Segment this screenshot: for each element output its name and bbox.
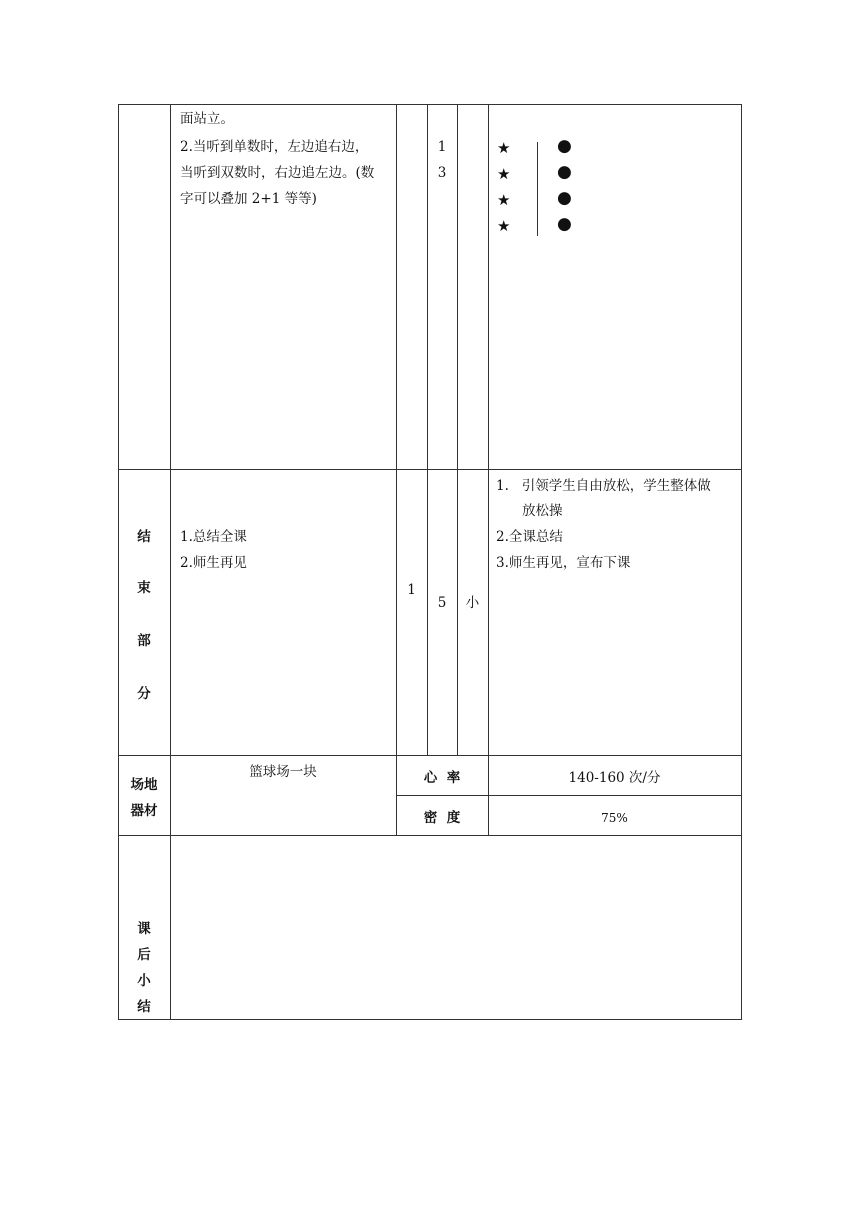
row-divider-summary [118, 835, 742, 836]
end-count: 1 [407, 582, 416, 598]
col-divider-1 [170, 104, 171, 1020]
end-title-char-3: 部 [137, 633, 151, 649]
summary-label-char-2: 后 [137, 947, 151, 963]
venue-label-line-2: 器材 [130, 803, 158, 819]
row-divider-density [396, 795, 742, 796]
top-times-line-2: 3 [437, 165, 447, 181]
col-divider-3 [427, 104, 428, 755]
table-border-bottom [118, 1019, 742, 1020]
end-time: 5 [437, 595, 447, 611]
end-title-char-4: 分 [137, 686, 151, 702]
table-border-right [741, 104, 742, 1020]
dot-icon: ● [557, 136, 572, 156]
summary-label-char-3: 小 [137, 973, 151, 989]
end-intensity: 小 [465, 595, 480, 611]
top-content-line-1: 面站立。 [180, 111, 234, 127]
center-line [537, 142, 538, 236]
table-border-top [118, 104, 742, 105]
end-org-line-3: 2.全课总结 [496, 529, 563, 545]
end-title-char-2: 束 [137, 580, 151, 596]
end-org-line-2: 放松操 [522, 503, 563, 519]
end-title-char-1: 结 [137, 529, 151, 545]
row-divider-venue [118, 755, 742, 756]
col-divider-4 [457, 104, 458, 755]
summary-label-char-1: 课 [137, 921, 151, 937]
top-content-line-2: 2.当听到单数时，左边追右边， [180, 139, 369, 155]
table-border-left [118, 104, 119, 1020]
dot-icon: ● [557, 188, 572, 208]
top-content-line-4: 字可以叠加 2+1 等等) [180, 191, 317, 207]
star-icon: ★ [497, 165, 511, 183]
star-icon: ★ [497, 191, 511, 209]
density-value: 75% [601, 811, 628, 825]
end-org-line-4: 3.师生再见，宣布下课 [496, 555, 631, 571]
star-icon: ★ [497, 217, 511, 235]
heart-rate-value: 140-160 次/分 [568, 770, 661, 786]
end-org-line-1: 1. 引领学生自由放松，学生整体做 [496, 478, 711, 494]
top-content-line-3: 当听到双数时，右边追左边。(数 [180, 165, 375, 181]
end-content-line-2: 2.师生再见 [180, 555, 247, 571]
row-divider-end [118, 469, 742, 470]
dot-icon: ● [557, 162, 572, 182]
top-times-line-1: 1 [437, 139, 447, 155]
col-divider-2 [396, 104, 397, 835]
end-content-line-1: 1.总结全课 [180, 529, 247, 545]
heart-rate-label: 心 率 [423, 770, 461, 786]
density-label: 密 度 [423, 810, 461, 826]
dot-icon: ● [557, 214, 572, 234]
summary-label-char-4: 结 [137, 999, 151, 1015]
star-icon: ★ [497, 139, 511, 157]
venue-label-line-1: 场地 [130, 777, 158, 793]
venue-value: 篮球场一块 [249, 764, 317, 780]
col-divider-5 [488, 104, 489, 835]
